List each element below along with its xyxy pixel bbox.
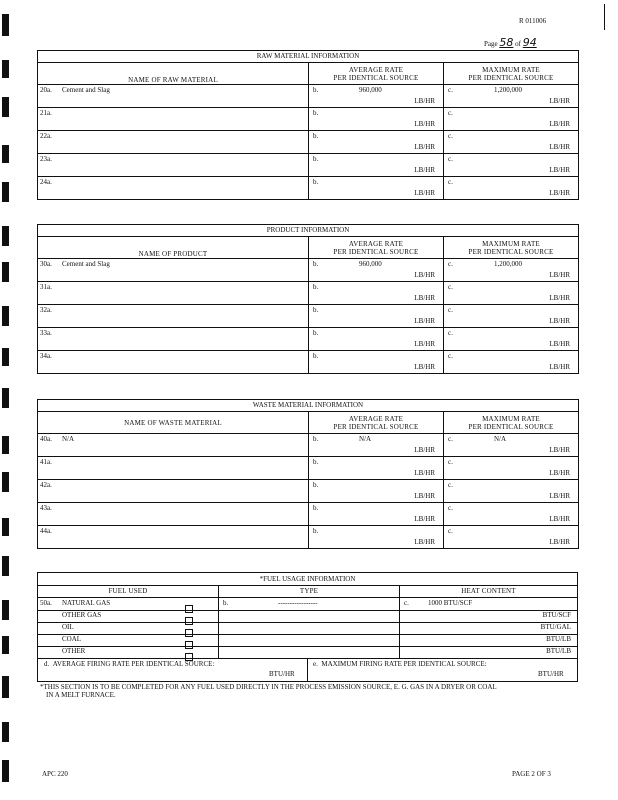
- average-rate-cell[interactable]: [309, 457, 444, 480]
- binder-mark: [2, 14, 9, 36]
- table-row: [38, 154, 579, 177]
- fuel-footnote: [40, 683, 580, 699]
- maximum-rate-unit: LB/HR: [549, 340, 570, 348]
- max-letter: c.: [448, 527, 453, 535]
- max-letter: c.: [448, 283, 453, 291]
- product-col-avg-1: AVERAGE RATE: [348, 240, 404, 248]
- material-name-cell[interactable]: [38, 480, 309, 503]
- row-id: 33a.: [40, 329, 52, 337]
- maximum-rate-cell[interactable]: [444, 526, 579, 549]
- avg-letter: b.: [313, 132, 319, 140]
- binder-mark: [2, 182, 9, 202]
- material-name-cell[interactable]: [38, 177, 309, 200]
- maximum-rate-cell[interactable]: [444, 108, 579, 131]
- maximum-rate-cell[interactable]: [444, 503, 579, 526]
- row-id: 20a.: [40, 86, 52, 94]
- table-row: [38, 131, 579, 154]
- average-rate-unit: LB/HR: [414, 363, 435, 371]
- row-id: 22a.: [40, 132, 52, 140]
- maximum-rate-unit: LB/HR: [549, 120, 570, 128]
- maximum-rate-value: N/A: [494, 435, 507, 443]
- row-id: 40a.: [40, 435, 52, 443]
- maximum-rate-cell[interactable]: [444, 434, 579, 457]
- fuel-usage-section: [37, 572, 578, 682]
- fuel-name: OTHER: [62, 647, 86, 655]
- max-firing-unit: BTU/HR: [538, 670, 564, 678]
- max-letter: c.: [448, 481, 453, 489]
- material-name-cell[interactable]: [38, 85, 309, 108]
- fuel-type-label: b.: [223, 599, 229, 607]
- maximum-rate-unit: LB/HR: [549, 538, 570, 546]
- maximum-rate-cell[interactable]: [444, 305, 579, 328]
- waste-col-avg-2: PER IDENTICAL SOURCE: [333, 423, 419, 431]
- average-rate-unit: LB/HR: [414, 340, 435, 348]
- average-rate-cell[interactable]: [309, 305, 444, 328]
- maximum-rate-unit: LB/HR: [549, 492, 570, 500]
- heat-content-unit: BTU/LB: [546, 647, 571, 655]
- fuel-col-heat: HEAT CONTENT: [461, 587, 516, 595]
- maximum-rate-cell[interactable]: [444, 154, 579, 177]
- average-rate-cell[interactable]: [309, 177, 444, 200]
- max-letter: c.: [448, 178, 453, 186]
- raw-col-max-2: PER IDENTICAL SOURCE: [468, 74, 554, 82]
- material-name: Cement and Slag: [62, 260, 110, 268]
- average-rate-cell[interactable]: [309, 282, 444, 305]
- binder-mark: [2, 226, 9, 246]
- table-row: [38, 282, 579, 305]
- material-name-cell[interactable]: [38, 108, 309, 131]
- average-rate-value: N/A: [359, 435, 372, 443]
- table-row: [38, 328, 579, 351]
- maximum-rate-cell[interactable]: [444, 457, 579, 480]
- maximum-rate-unit: LB/HR: [549, 446, 570, 454]
- average-rate-unit: LB/HR: [414, 317, 435, 325]
- maximum-rate-unit: LB/HR: [549, 97, 570, 105]
- average-rate-cell[interactable]: [309, 259, 444, 282]
- average-rate-value: 960,000: [359, 86, 382, 94]
- page-of-label: of: [515, 40, 521, 48]
- table-row: [38, 503, 579, 526]
- table-row: [38, 177, 579, 200]
- page-indicator: [484, 36, 537, 49]
- average-rate-unit: LB/HR: [414, 143, 435, 151]
- material-name-cell[interactable]: [38, 305, 309, 328]
- maximum-rate-cell[interactable]: [444, 259, 579, 282]
- material-name-cell[interactable]: [38, 259, 309, 282]
- fuel-row-rule: [38, 622, 577, 623]
- table-row: [38, 259, 579, 282]
- average-rate-unit: LB/HR: [414, 189, 435, 197]
- avg-letter: b.: [313, 352, 319, 360]
- fuel-name: COAL: [62, 635, 82, 643]
- heat-content-unit: BTU/GAL: [540, 623, 571, 631]
- waste-col-avg-1: AVERAGE RATE: [348, 415, 404, 423]
- raw-material-table: [37, 50, 579, 200]
- maximum-rate-cell[interactable]: [444, 131, 579, 154]
- edge-mark: [604, 4, 605, 30]
- average-rate-unit: LB/HR: [414, 515, 435, 523]
- fuel-heat-label: c.: [404, 599, 409, 607]
- max-letter: c.: [448, 504, 453, 512]
- avg-letter: b.: [313, 435, 319, 443]
- fuel-name: OTHER GAS: [62, 611, 102, 619]
- binder-mark: [2, 722, 9, 742]
- table-row: [38, 480, 579, 503]
- max-letter: c.: [448, 435, 453, 443]
- average-rate-cell[interactable]: [309, 328, 444, 351]
- binder-mark: [2, 676, 9, 698]
- table-row: [38, 305, 579, 328]
- average-rate-cell[interactable]: [309, 131, 444, 154]
- maximum-rate-value: 1,200,000: [494, 260, 522, 268]
- raw-material-title: RAW MATERIAL INFORMATION: [38, 51, 579, 63]
- product-table: [37, 224, 579, 374]
- average-rate-cell[interactable]: [309, 480, 444, 503]
- average-rate-cell[interactable]: [309, 503, 444, 526]
- average-rate-cell[interactable]: [309, 526, 444, 549]
- max-firing-letter: e.: [313, 660, 318, 668]
- reference-number: R 011006: [519, 17, 547, 25]
- binder-mark: [2, 556, 9, 576]
- waste-title: WASTE MATERIAL INFORMATION: [38, 400, 579, 412]
- product-col-avg-2: PER IDENTICAL SOURCE: [333, 248, 419, 256]
- page-label: Page: [484, 40, 498, 48]
- avg-letter: b.: [313, 109, 319, 117]
- row-id: 34a.: [40, 352, 52, 360]
- max-letter: c.: [448, 329, 453, 337]
- material-name-cell[interactable]: [38, 503, 309, 526]
- waste-col-name: NAME OF WASTE MATERIAL: [124, 418, 222, 427]
- maximum-rate-cell[interactable]: [444, 177, 579, 200]
- avg-firing-letter: d.: [44, 660, 50, 668]
- avg-letter: b.: [313, 504, 319, 512]
- maximum-rate-unit: LB/HR: [549, 143, 570, 151]
- page-number-handwritten: 58: [499, 36, 514, 49]
- waste-col-max-1: MAXIMUM RATE: [482, 415, 540, 423]
- binder-mark: [2, 436, 9, 454]
- fuel-row-rule: [38, 646, 577, 647]
- raw-col-max-1: MAXIMUM RATE: [482, 66, 540, 74]
- avg-firing-unit: BTU/HR: [269, 670, 295, 678]
- maximum-rate-cell[interactable]: [444, 351, 579, 374]
- product-col-max-2: PER IDENTICAL SOURCE: [468, 248, 554, 256]
- binder-mark: [2, 518, 9, 536]
- avg-letter: b.: [313, 260, 319, 268]
- row-id: 43a.: [40, 504, 52, 512]
- material-name-cell[interactable]: [38, 526, 309, 549]
- row-id: 23a.: [40, 155, 52, 163]
- maximum-rate-unit: LB/HR: [549, 469, 570, 477]
- page-footer: PAGE 2 OF 3: [512, 770, 551, 778]
- footnote-line-2: IN A MELT FURNACE.: [46, 691, 116, 699]
- fuel-title: *FUEL USAGE INFORMATION: [38, 573, 577, 586]
- avg-letter: b.: [313, 306, 319, 314]
- binder-mark: [2, 388, 9, 408]
- maximum-rate-cell[interactable]: [444, 282, 579, 305]
- binder-mark: [2, 306, 9, 326]
- maximum-rate-unit: LB/HR: [549, 294, 570, 302]
- fuel-name: OIL: [62, 623, 74, 631]
- binder-mark: [2, 760, 9, 782]
- heat-content-unit: BTU/SCF: [542, 611, 571, 619]
- fuel-col-type: TYPE: [299, 587, 319, 595]
- average-rate-unit: LB/HR: [414, 446, 435, 454]
- average-rate-unit: LB/HR: [414, 271, 435, 279]
- material-name-cell[interactable]: [38, 154, 309, 177]
- binder-mark: [2, 60, 9, 78]
- max-letter: c.: [448, 260, 453, 268]
- fuel-row-id: 50a.: [40, 599, 52, 607]
- row-id: 44a.: [40, 527, 52, 535]
- table-row: [38, 526, 579, 549]
- material-name-cell[interactable]: [38, 328, 309, 351]
- raw-col-name: NAME OF RAW MATERIAL: [128, 76, 218, 84]
- avg-letter: b.: [313, 155, 319, 163]
- max-firing-text: MAXIMUM FIRING RATE PER IDENTICAL SOURCE:: [321, 660, 487, 668]
- maximum-rate-value: 1,200,000: [494, 86, 522, 94]
- fuel-type-value: -----------------: [278, 599, 318, 607]
- maximum-rate-cell[interactable]: [444, 480, 579, 503]
- binder-mark: [2, 600, 9, 620]
- footnote-line-1: *THIS SECTION IS TO BE COMPLETED FOR ANY FUEL USED DIRECTLY IN THE PROCESS EMISSION SOURCE, E. G. GAS IN A DRYER OR COAL: [40, 683, 497, 691]
- row-id: 31a.: [40, 283, 52, 291]
- average-rate-unit: LB/HR: [414, 97, 435, 105]
- maximum-rate-unit: LB/HR: [549, 166, 570, 174]
- row-id: 21a.: [40, 109, 52, 117]
- table-row: [38, 351, 579, 374]
- avg-letter: b.: [313, 527, 319, 535]
- table-row: [38, 434, 579, 457]
- product-col-name: NAME OF PRODUCT: [138, 250, 208, 258]
- fuel-header-row: [38, 586, 577, 598]
- page-total-handwritten: 94: [522, 36, 537, 49]
- average-rate-unit: LB/HR: [414, 469, 435, 477]
- table-row: [38, 85, 579, 108]
- product-title: PRODUCT INFORMATION: [38, 225, 579, 237]
- product-col-max-1: MAXIMUM RATE: [482, 240, 540, 248]
- average-rate-unit: LB/HR: [414, 294, 435, 302]
- material-name-cell[interactable]: [38, 434, 309, 457]
- fuel-row-rule: [38, 610, 577, 611]
- row-id: 41a.: [40, 458, 52, 466]
- maximum-rate-unit: LB/HR: [549, 363, 570, 371]
- waste-material-table: [37, 399, 579, 549]
- material-name-cell[interactable]: [38, 282, 309, 305]
- binder-mark: [2, 472, 9, 492]
- average-rate-cell[interactable]: [309, 85, 444, 108]
- max-letter: c.: [448, 132, 453, 140]
- maximum-rate-unit: LB/HR: [549, 515, 570, 523]
- fuel-col-used: FUEL USED: [108, 587, 148, 595]
- raw-col-avg-2: PER IDENTICAL SOURCE: [333, 74, 419, 82]
- max-letter: c.: [448, 306, 453, 314]
- row-id: 32a.: [40, 306, 52, 314]
- average-rate-unit: LB/HR: [414, 120, 435, 128]
- binder-mark: [2, 262, 9, 282]
- fuel-name: NATURAL GAS: [62, 599, 111, 607]
- material-name: N/A: [62, 435, 75, 443]
- max-letter: c.: [448, 458, 453, 466]
- binder-mark: [2, 348, 9, 366]
- avg-firing-label: [44, 660, 214, 668]
- binder-mark: [2, 636, 9, 654]
- average-rate-cell[interactable]: [309, 154, 444, 177]
- average-rate-unit: LB/HR: [414, 538, 435, 546]
- average-rate-cell[interactable]: [309, 351, 444, 374]
- form-id: APC 220: [42, 770, 68, 778]
- average-rate-unit: LB/HR: [414, 492, 435, 500]
- table-row: [38, 108, 579, 131]
- fuel-divider: [307, 658, 308, 681]
- row-id: 30a.: [40, 260, 52, 268]
- maximum-rate-unit: LB/HR: [549, 317, 570, 325]
- waste-col-max-2: PER IDENTICAL SOURCE: [468, 423, 554, 431]
- material-name-cell[interactable]: [38, 131, 309, 154]
- material-name-cell[interactable]: [38, 351, 309, 374]
- average-rate-unit: LB/HR: [414, 166, 435, 174]
- material-name-cell[interactable]: [38, 457, 309, 480]
- material-name: Cement and Slag: [62, 86, 110, 94]
- avg-letter: b.: [313, 481, 319, 489]
- maximum-rate-unit: LB/HR: [549, 271, 570, 279]
- max-letter: c.: [448, 352, 453, 360]
- maximum-rate-unit: LB/HR: [549, 189, 570, 197]
- avg-letter: b.: [313, 283, 319, 291]
- avg-letter: b.: [313, 86, 319, 94]
- maximum-rate-cell[interactable]: [444, 328, 579, 351]
- table-row: [38, 457, 579, 480]
- average-rate-cell[interactable]: [309, 434, 444, 457]
- row-id: 42a.: [40, 481, 52, 489]
- heat-content-value: 1000 BTU/SCF: [428, 599, 473, 607]
- max-letter: c.: [448, 155, 453, 163]
- average-rate-value: 960,000: [359, 260, 382, 268]
- avg-letter: b.: [313, 178, 319, 186]
- binder-mark: [2, 97, 9, 117]
- average-rate-cell[interactable]: [309, 108, 444, 131]
- fuel-row-rule: [38, 634, 577, 635]
- raw-col-avg-1: AVERAGE RATE: [348, 66, 404, 74]
- row-id: 24a.: [40, 178, 52, 186]
- binder-mark: [2, 145, 9, 163]
- avg-letter: b.: [313, 458, 319, 466]
- heat-content-unit: BTU/LB: [546, 635, 571, 643]
- maximum-rate-cell[interactable]: [444, 85, 579, 108]
- avg-letter: b.: [313, 329, 319, 337]
- max-firing-label: [313, 660, 487, 668]
- max-letter: c.: [448, 109, 453, 117]
- avg-firing-text: AVERAGE FIRING RATE PER IDENTICAL SOURCE:: [52, 660, 215, 668]
- max-letter: c.: [448, 86, 453, 94]
